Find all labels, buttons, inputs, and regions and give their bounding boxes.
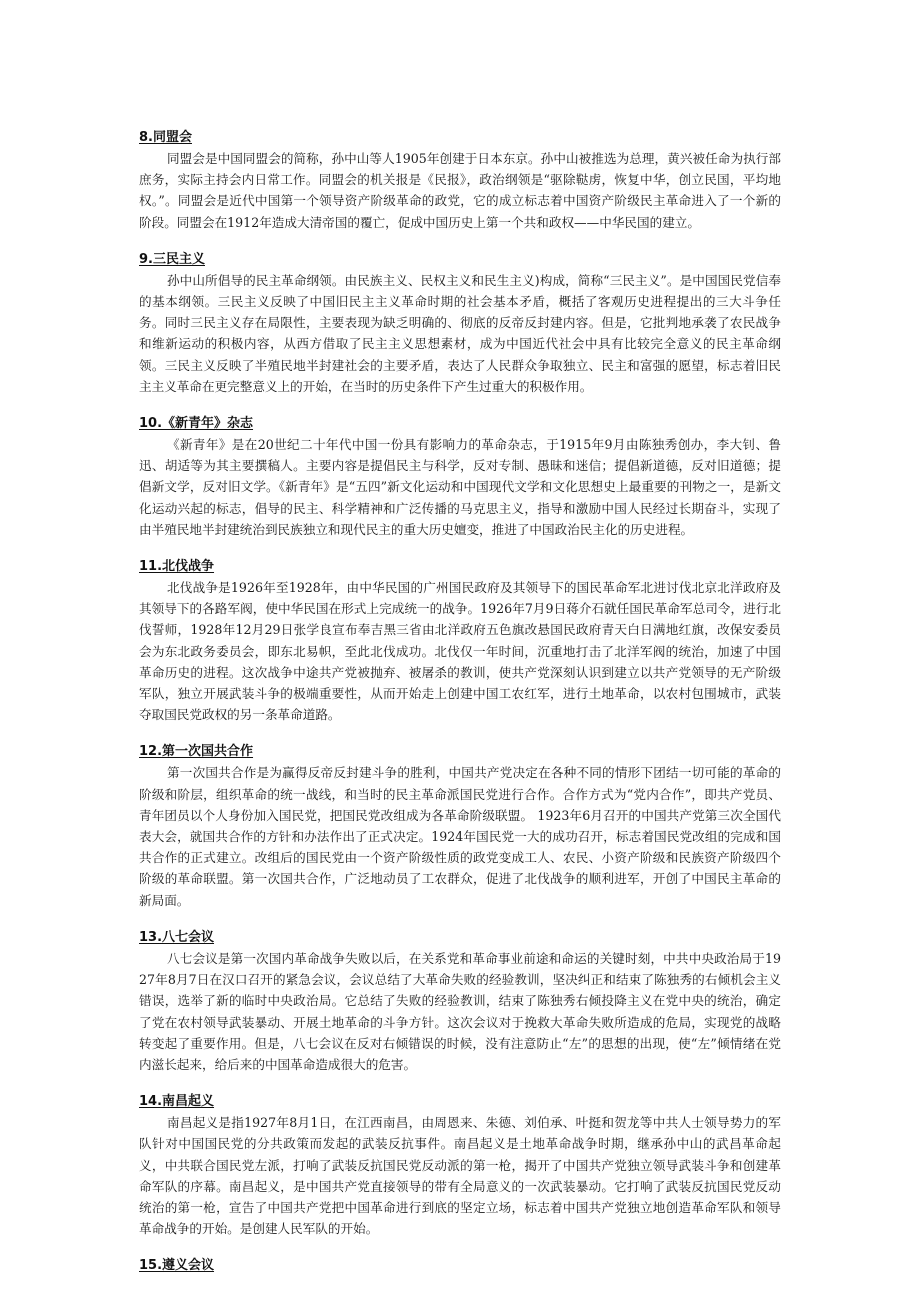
section-heading: 8.同盟会 — [139, 130, 192, 145]
section-sanminzhuyi — [139, 250, 781, 397]
section-zunyihuiyi — [139, 1256, 781, 1276]
section-heading: 15.遵义会议 — [139, 1258, 215, 1274]
section-paragraph: 第一次国共合作是为赢得反帝反封建斗争的胜利，中国共产党决定在各种不同的情形下团结一切可能的革命的阶级和阶层，组织革命的统一战线，和当时的民主革命派国民党进行合作。合作方式为“党内合作”，即共产党员、青年团员以个人身份加入国民党，把国民党改组成为各革命阶级联盟。 1923年6月召开的中国共产党第三次全国代表大会，就国共合作的方针和办法作出了正式决定。1924年国民党一大的成功召开，标志着国民党改组的完成和国共合作的正式建立。改组后的国民党由一个资产阶级性质的政党变成工人、农民、小资产阶级和民族资产阶级四个阶级的革命联盟。第一次国共合作，广泛地动员了工农群众，促进了北伐战争的顺利进军，开创了中国民主革命的新局面。 — [139, 765, 781, 908]
section-guogonghezuo — [139, 742, 781, 910]
section-xinqingnian — [139, 414, 781, 540]
section-heading: 14.南昌起义 — [139, 1094, 215, 1110]
section-heading: 12.第一次国共合作 — [139, 744, 254, 760]
section-paragraph: 《新青年》是在20世纪二十年代中国一份具有影响力的革命杂志，于1915年9月由陈独秀创办，李大钊、鲁迅、胡适等为其主要撰稿人。主要内容是提倡民主与科学，反对专制、愚昧和迷信；提倡新道德，反对旧道德；提倡新文学，反对旧文学。《新青年》是“五四”新文化运动和中国现代文学和文化思想史上最重要的刊物之一，是新文化运动兴起的标志，倡导的民主、科学精神和广泛传播的马克思主义，指导和激励中国人民经过长期奋斗，实现了由半殖民地半封建统治到民族独立和现代民主的重大历史嬗变，推进了中国政治民主化的历史进程。 — [139, 437, 781, 537]
section-tongmenghui — [139, 128, 781, 233]
section-heading: 11.北伐战争 — [139, 559, 215, 575]
section-paragraph: 八七会议是第一次国内革命战争失败以后，在关系党和革命事业前途和命运的关键时刻，中共中央政治局于1927年8月7日在汉口召开的紧急会议，会议总结了大革命失败的经验教训，坚决纠正和结束了陈独秀的右倾机会主义错误，选举了新的临时中央政治局。它总结了失败的经验教训，结束了陈独秀右倾投降主义在党中央的统治，确定了党在农村领导武装暴动、开展土地革命的斗争方针。这次会议对于挽救大革命失败所造成的危局，实现党的战略转变起了重要作用。但是，八七会议在反对右倾错误的时候，没有注意防止“左”的思想的出现，使“左”倾情绪在党内滋长起来，给后来的中国革命造成很大的危害。 — [139, 950, 781, 1072]
section-paragraph: 孙中山所倡导的民主革命纲领。由民族主义、民权主义和民生主义)构成，简称“三民主义”。是中国国民党信奉的基本纲领。三民主义反映了中国旧民主主义革命时期的社会基本矛盾，概括了客观历史进程提出的三大斗争任务。同时三民主义存在局限性，主要表现为缺乏明确的、彻底的反帝反封建内容。但是，它批判地承袭了农民战争和维新运动的积极内容，从西方借取了民主主义思想素材，成为中国近代社会中具有比较完全意义的民主革命纲领。三民主义反映了半殖民地半封建社会的主要矛盾，表达了人民群众争取独立、民主和富强的愿望，标志着旧民主主义革命在更完整意义上的开始，在当时的历史条件下产生过重大的积极作用。 — [139, 272, 781, 394]
document-page — [139, 128, 781, 1293]
section-paragraph: 北伐战争是1926年至1928年，由中华民国的广州国民政府及其领导下的国民革命军北进讨伐北京北洋政府及其领导下的各路军阀，使中华民国在形式上完成统一的战争。1926年7月9日蒋介石就任国民革命军总司令，进行北伐誓师，1928年12月29日张学良宣布奉吉黑三省由北洋政府五色旗改悬国民政府青天白日满地红旗，改保安委员会为东北政务委员会，即东北易帜，至此北伐成功。北伐仅一年时间，沉重地打击了北洋军阀的统治，加速了中国革命历史的进程。这次战争中途共产党被抛弃、被屠杀的教训，使共产党深刻认识到建立以共产党领导的无产阶级军队，独立开展武装斗争的极端重要性，从而开始走上创建中国工农红军，进行土地革命，以农村包围城市，武装夺取国民党政权的另一条革命道路。 — [139, 580, 781, 723]
section-nanchangqiyi — [139, 1092, 781, 1239]
section-heading: 10.《新青年》杂志 — [139, 416, 254, 432]
section-heading: 9.三民主义 — [139, 251, 205, 267]
section-paragraph: 同盟会是中国同盟会的简称，孙中山等人1905年创建于日本东京。孙中山被推选为总理，黄兴被任命为执行部庶务，实际主持会内日常工作。同盟会的机关报是《民报》，政治纲领是“驱除鞑虏，恢复中华，创立民国，平均地权。”。同盟会是近代中国第一个领导资产阶级革命的政党，它的成立标志着中国资产阶级民主革命进入了一个新的阶段。同盟会在1912年造成大清帝国的覆亡，促成中国历史上第一个共和政权——中华民国的建立。 — [139, 151, 781, 230]
section-paragraph: 南昌起义是指1927年8月1日，在江西南昌，由周恩来、朱德、刘伯承、叶挺和贺龙等中共人士领导势力的军队针对中国国民党的分共政策而发起的武装反抗事件。南昌起义是土地革命战争时期，继承孙中山的武昌革命起义，中共联合国民党左派，打响了武装反抗国民党反动派的第一枪，揭开了中国共产党独立领导武装斗争和创建革命军队的序幕。南昌起义，是中国共产党直接领导的带有全局意义的一次武装暴动。它打响了武装反抗国民党反动统治的第一枪，宣告了中国共产党把中国革命进行到底的坚定立场，标志着中国共产党独立地创造革命军队和领导革命战争的开始。是创建人民军队的开始。 — [139, 1115, 781, 1237]
section-beifa — [139, 557, 781, 725]
section-baqihuiyi — [139, 928, 781, 1075]
section-heading: 13.八七会议 — [139, 929, 215, 945]
